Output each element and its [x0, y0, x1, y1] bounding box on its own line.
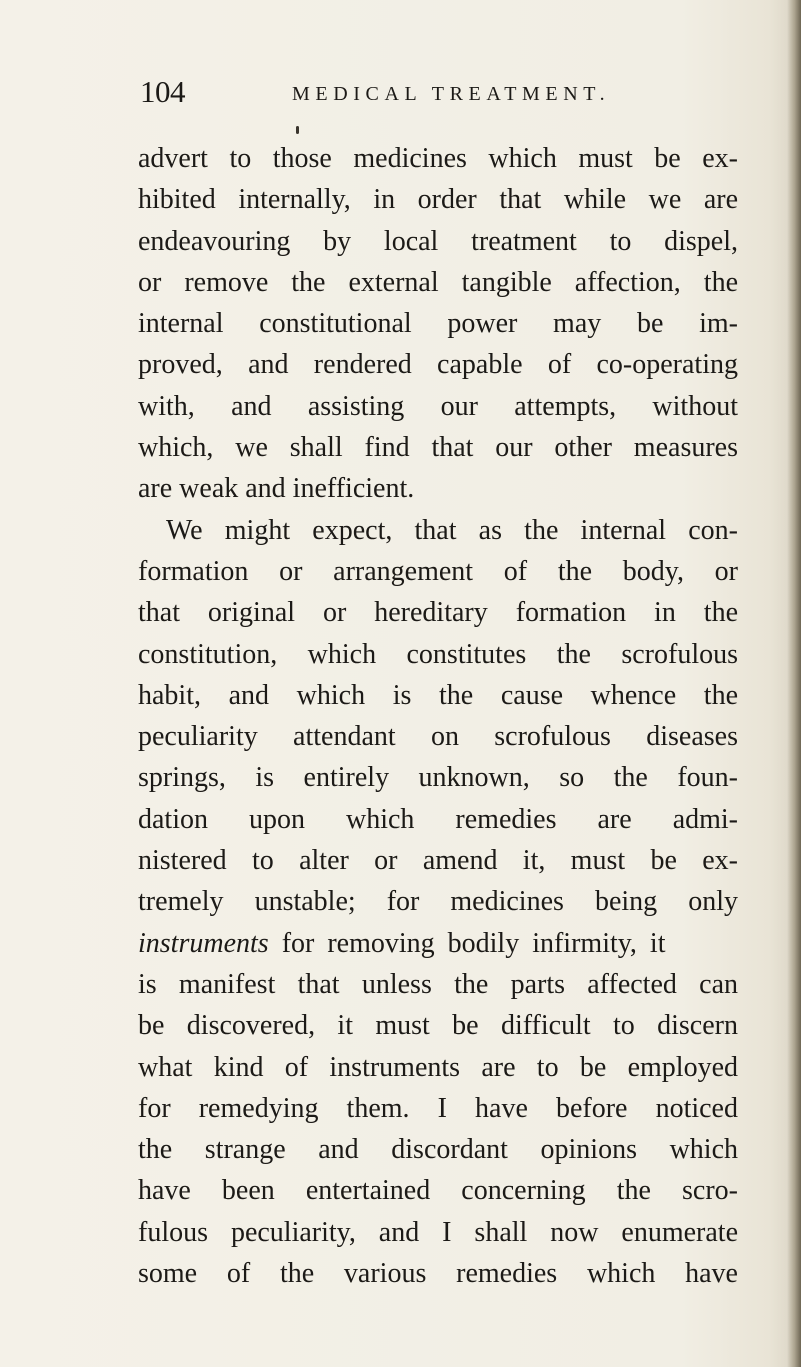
- text-line: with, and assisting our attempts, without: [138, 390, 738, 422]
- text-line: dation upon which remedies are admi-: [138, 803, 738, 835]
- text-line: formation or arrangement of the body, or: [138, 555, 738, 587]
- text-line: constitution, which constitutes the scrofulous: [138, 638, 738, 670]
- text-line-with-italic: [138, 923, 738, 964]
- text-line: internal constitutional power may be im-: [138, 308, 738, 340]
- text-line: habit, and which is the cause whence the: [138, 679, 738, 711]
- text-line: or remove the external tangible affection, the: [138, 266, 738, 298]
- paragraph-end-line: are weak and inefficient.: [138, 473, 415, 505]
- running-head: MEDICAL TREATMENT.: [292, 83, 611, 105]
- text-line: hibited internally, in order that while we are: [138, 184, 738, 216]
- text-line: nistered to alter or amend it, must be ex-: [138, 845, 738, 877]
- ink-speck: [296, 126, 299, 134]
- text-line-remainder: for removing bodily infirmity, it: [268, 927, 666, 959]
- paragraph-start-line: We might expect, that as the internal con-: [166, 514, 738, 546]
- body-text: [138, 138, 738, 1294]
- text-line: advert to those medicines which must be ex-: [138, 143, 738, 174]
- text-line: the strange and discordant opinions which: [138, 1134, 738, 1166]
- text-line: some of the various remedies which have: [138, 1258, 738, 1290]
- italic-word: instruments: [138, 927, 269, 959]
- text-line: fulous peculiarity, and I shall now enumerate: [138, 1216, 738, 1248]
- page-number: 104: [140, 74, 185, 109]
- text-line: tremely unstable; for medicines being only: [138, 886, 738, 918]
- text-line: springs, is entirely unknown, so the foun-: [138, 762, 738, 794]
- text-line: endeavouring by local treatment to dispel,: [138, 225, 738, 257]
- text-line: proved, and rendered capable of co-operating: [138, 349, 738, 381]
- text-line: be discovered, it must be difficult to discern: [138, 1010, 738, 1042]
- text-line: which, we shall find that our other measures: [138, 432, 738, 464]
- text-line: is manifest that unless the parts affected can: [138, 968, 738, 1000]
- text-line: have been entertained concerning the scro-: [138, 1175, 738, 1207]
- text-line: peculiarity attendant on scrofulous diseases: [138, 721, 738, 753]
- page-edge-shadow: [787, 0, 801, 1367]
- text-line: that original or hereditary formation in the: [138, 597, 738, 629]
- text-line: for remedying them. I have before noticed: [138, 1092, 738, 1124]
- page-header: [140, 74, 730, 114]
- text-line: what kind of instruments are to be employed: [138, 1051, 738, 1083]
